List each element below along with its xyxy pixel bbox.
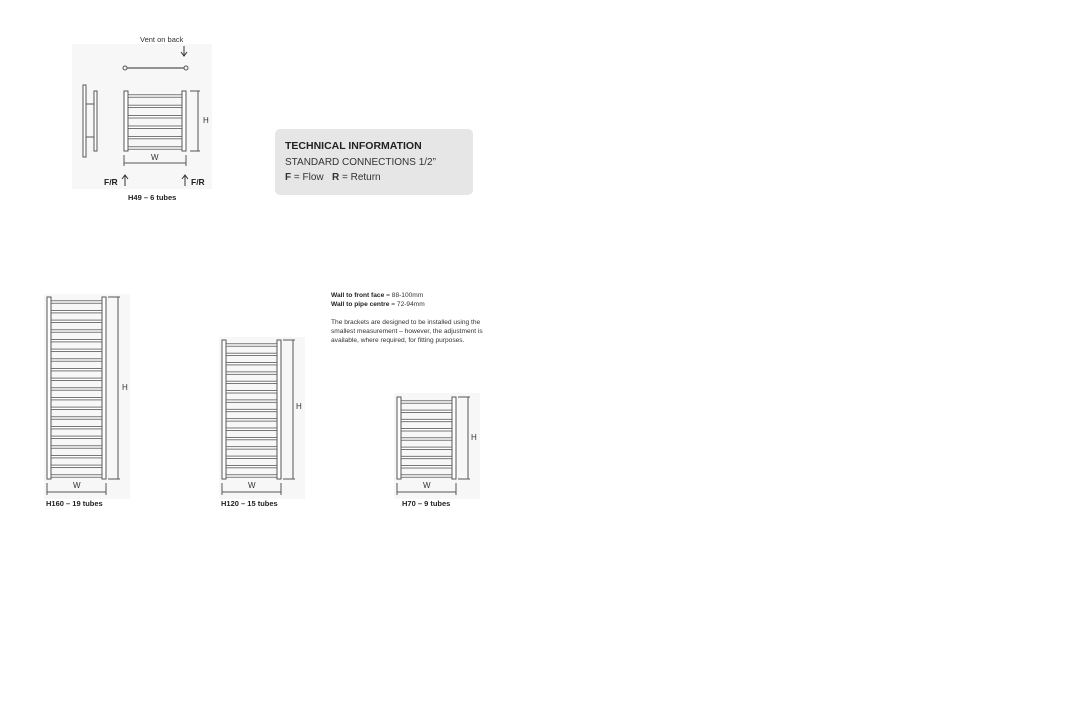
h70-height-label: H: [471, 433, 477, 442]
return-key: R: [331, 172, 340, 183]
h160-caption: H160 – 19 tubes: [46, 499, 103, 508]
technical-info-box: [275, 129, 473, 195]
wall-pipe-value: = 72-94mm: [391, 301, 425, 308]
h49-diagram-panel: [72, 44, 212, 189]
h49-caption: H49 – 6 tubes: [128, 193, 177, 202]
flow-text: = Flow: [293, 172, 324, 183]
h120-width-label: W: [248, 481, 256, 490]
wall-front-line: [331, 291, 506, 300]
bracket-note: The brackets are designed to be installed using the smallest measurement – however, the adjustment is available, where required, for fitting purposes.: [331, 319, 483, 344]
h70-diagram-panel: [394, 393, 480, 499]
h70-caption: H70 – 9 tubes: [402, 499, 451, 508]
h70-width-label: W: [423, 481, 431, 490]
h160-diagram-panel: [44, 294, 130, 499]
wall-front-label: Wall to front face: [331, 292, 385, 299]
measurement-notes: [331, 291, 506, 345]
fr-right-label: F/R: [191, 177, 205, 187]
h49-width-label: W: [151, 153, 159, 162]
h49-height-label: H: [203, 116, 209, 125]
wall-front-value: = 88-100mm: [386, 292, 424, 299]
vent-label: Vent on back: [140, 35, 184, 44]
flow-key: F: [285, 172, 292, 183]
standard-connections: STANDARD CONNECTIONS 1/2”: [285, 157, 436, 168]
wall-pipe-label: Wall to pipe centre: [331, 301, 390, 308]
technical-info-title: TECHNICAL INFORMATION: [285, 140, 422, 152]
h160-height-label: H: [122, 383, 128, 392]
fr-left-label: F/R: [104, 177, 118, 187]
h120-caption: H120 – 15 tubes: [221, 499, 278, 508]
h120-height-label: H: [296, 402, 302, 411]
h120-diagram-panel: [219, 337, 305, 499]
return-text: = Return: [341, 172, 381, 183]
wall-pipe-line: [331, 300, 506, 309]
flow-return-key: [285, 172, 381, 183]
h160-width-label: W: [73, 481, 81, 490]
